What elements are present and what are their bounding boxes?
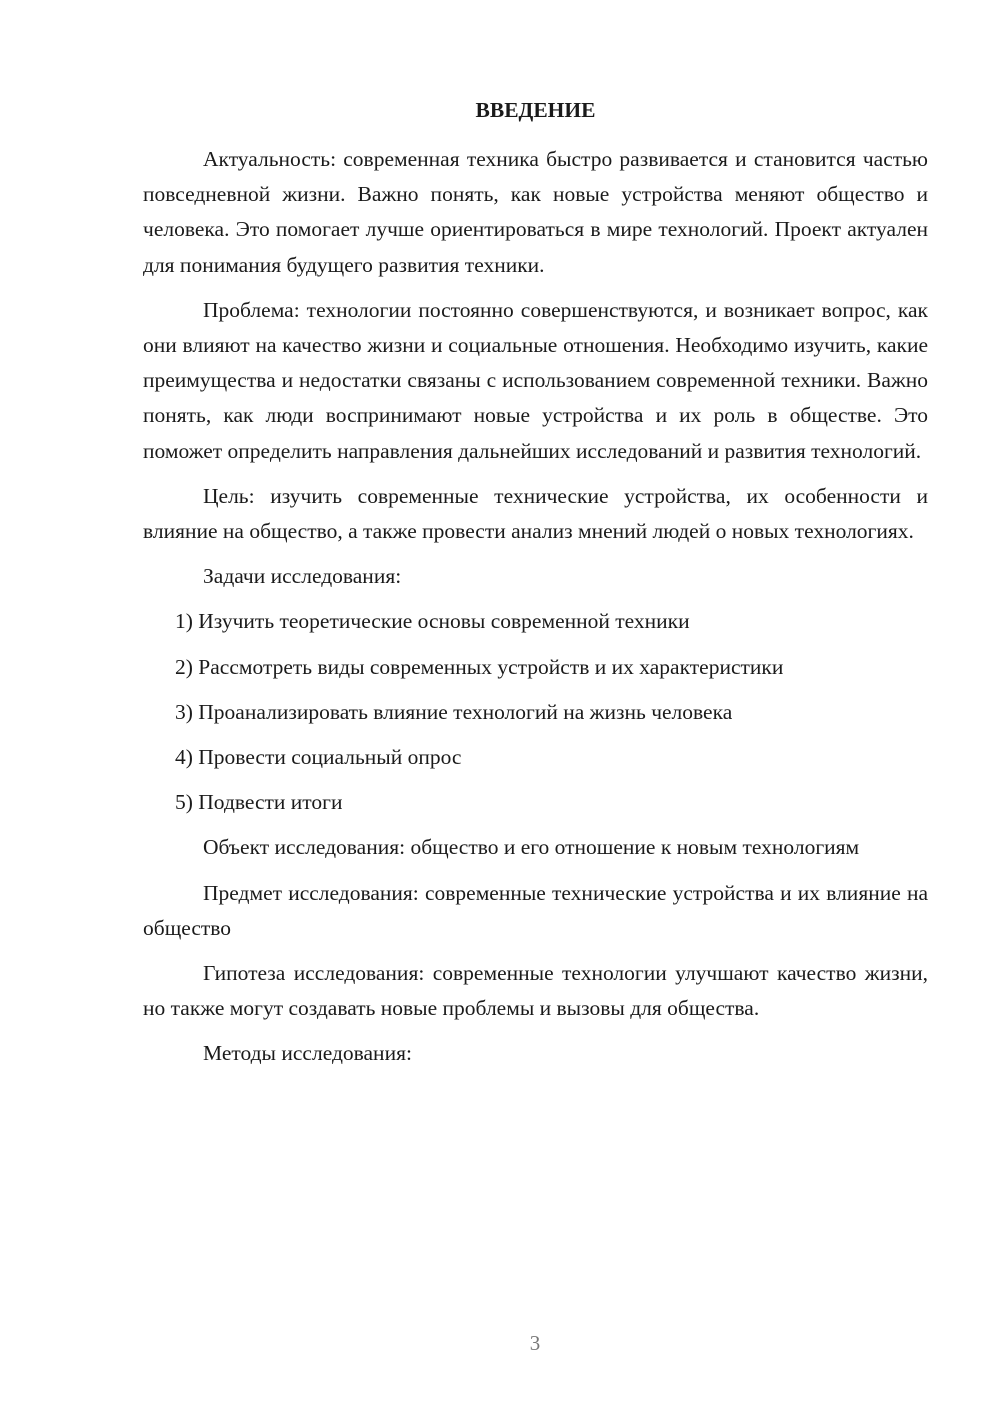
relevance-paragraph: Актуальность: современная техника быстро развивается и становится частью повседневной жизни. Важно понять, как новые устройства меняют общество и человека. Это помогает лучше ориентироваться в мире технологий. Проект актуален для понимания будущего развития техники. (143, 147, 928, 277)
problem-paragraph: Проблема: технологии постоянно совершенствуются, и возникает вопрос, как они влияют на качество жизни и социальные отношения. Необходимо изучить, какие преимущества и недостатки связаны с использованием современной техники. Важно понять, как люди воспринимают новые устройства и их роль в обществе. Это поможет определить направления дальнейших исследований и развития технологий. (143, 297, 928, 463)
task-item: 4) Провести социальный опрос (175, 745, 462, 770)
hypothesis-paragraph: Гипотеза исследования: современные технологии улучшают качество жизни, но также могут создавать новые проблемы и вызовы для общества. (143, 961, 928, 1021)
tasks-heading: Задачи исследования: (203, 564, 402, 589)
document-page (143, 95, 928, 1082)
task-item: 3) Проанализировать влияние технологий на жизнь человека (175, 699, 733, 724)
object-paragraph: Объект исследования: общество и его отношение к новым технологиям (203, 835, 860, 860)
tasks-list (143, 604, 928, 820)
goal-paragraph: Цель: изучить современные технические устройства, их особенности и влияние на общество, а также провести анализ мнений людей о новых технологиях. (143, 483, 928, 544)
task-item: 1) Изучить теоретические основы современной техники (175, 609, 690, 634)
page-number: 3 (529, 1331, 541, 1355)
page-title: ВВЕДЕНИЕ (475, 98, 596, 122)
task-item: 5) Подвести итоги (175, 790, 343, 815)
methods-heading: Методы исследования: (203, 1041, 412, 1066)
task-item: 2) Рассмотреть виды современных устройств и их характеристики (175, 654, 784, 679)
subject-paragraph: Предмет исследования: современные технические устройства и их влияние на общество (143, 880, 928, 940)
